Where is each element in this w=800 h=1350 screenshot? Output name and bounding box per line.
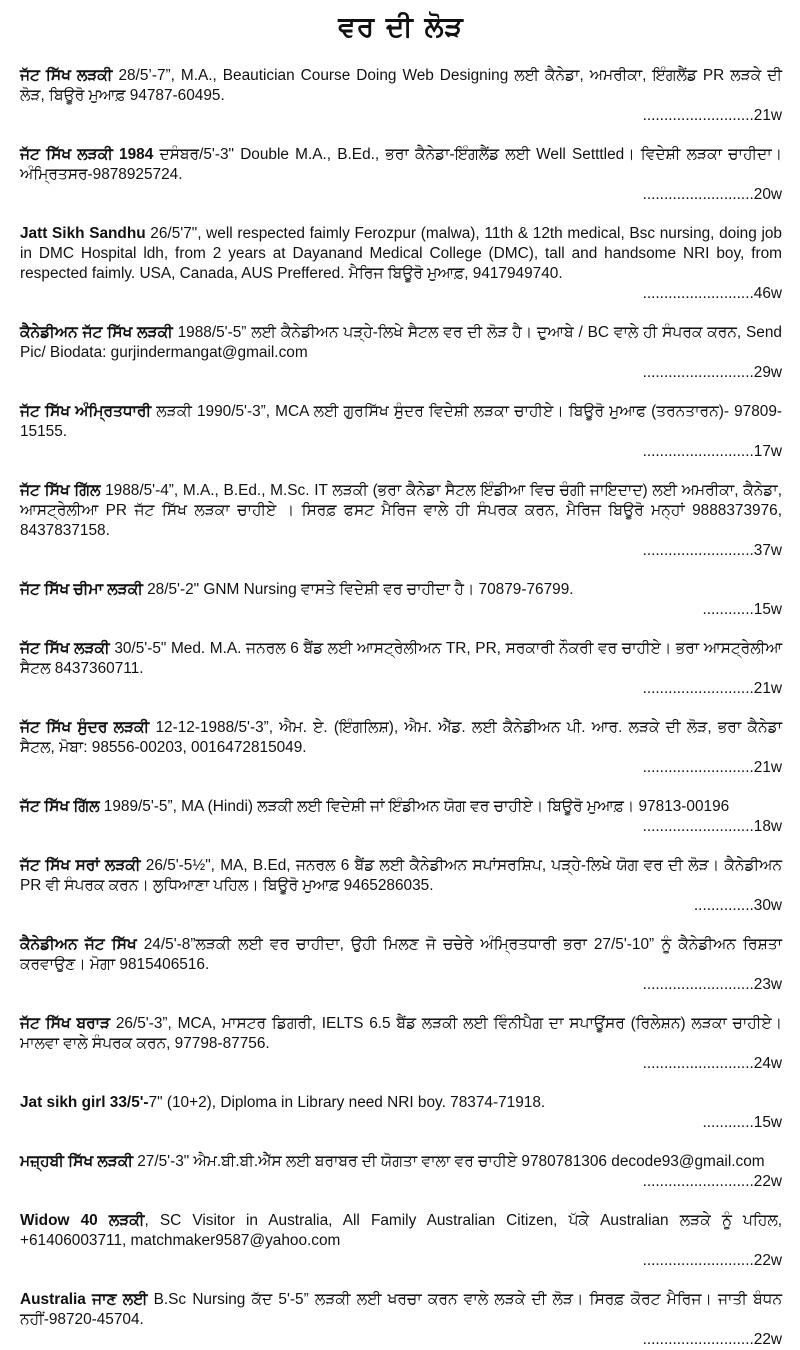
ad-text	[20, 1093, 782, 1113]
ad-text	[20, 224, 782, 284]
matrimonial-ad	[20, 580, 782, 620]
ad-body: , SC Visitor in Australia, All Family Australian Citizen, ਪੱਕੇ Australian ਲੜਕੇ ਨੂੰ ਪਹਿਲ, +61406003711, matchmaker9587@yahoo.com	[20, 1212, 782, 1249]
ad-code: ..........................24w	[642, 1055, 782, 1072]
ad-body: 1989/5'-5”, MA (Hindi) ਲੜਕੀ ਲਈ ਵਿਦੇਸ਼ੀ ਜਾਂ ਇੰਡੀਅਨ ਯੋਗ ਵਰ ਚਾਹੀਏ। ਬਿਊਰੋ ਮੁਆਫ਼। 97813-00196	[99, 798, 730, 815]
ad-code: ..........................37w	[642, 542, 782, 559]
ad-text	[20, 1290, 782, 1330]
ad-code: ..........................17w	[642, 443, 782, 460]
ad-body: 26/5'7", well respected faimly Ferozpur (malwa), 11th & 12th medical, Bsc nursing, doing job in DMC Hospital ldh, from 2 years at Dayanand Medical College (DMC), tall and handsome NRI boy, from respected faimly. USA, Canada, AUS Preffered. ਮੈਰਿਜ ਬਿਊਰੋ ਮੁਆਫ਼, 9417949740.	[20, 225, 782, 282]
ad-body: 28/5’-7”, M.A., Beautician Course Doing Web Designing ਲਈ ਕੈਨੇਡਾ, ਅਮਰੀਕਾ, ਇੰਗਲੈਂਡ PR ਲੜਕੇ ਦੀ ਲੋੜ, ਬਿਊਰੋ ਮੁਆਫ਼ 94787-60495.	[20, 67, 783, 104]
ad-text	[20, 856, 782, 896]
matrimonial-ad	[20, 1093, 782, 1133]
ad-body: 30/5'-5" Med. M.A. ਜਨਰਲ 6 ਬੈਂਡ ਲਈ ਆਸਟ੍ਰੇਲੀਅਨ TR, PR, ਸਰਕਾਰੀ ਨੌਕਰੀ ਵਰ ਚਾਹੀਏ। ਭਰਾ ਆਸਟ੍ਰੇਲੀਆ ਸੈਟਲ 8437360711.	[20, 640, 783, 677]
ad-code: ..........................22w	[642, 1173, 782, 1190]
ad-text	[20, 718, 782, 758]
matrimonial-ad	[20, 145, 782, 205]
ad-code: ..........................46w	[642, 285, 782, 302]
ad-code: ..........................29w	[642, 364, 782, 381]
matrimonial-ad	[20, 797, 782, 837]
matrimonial-ad	[20, 1211, 782, 1271]
ad-heading: ਜੱਟ ਸਿੱਖ ਸੁੰਦਰ ਲੜਕੀ	[20, 719, 150, 736]
ad-text	[20, 797, 782, 817]
ad-heading: Australia ਜਾਣ ਲਈ	[20, 1291, 148, 1308]
matrimonial-ad	[20, 1152, 782, 1192]
ad-text	[20, 1014, 782, 1054]
ad-text	[20, 580, 782, 600]
ad-body: ਦਸੰਬਰ/5'-3" Double M.A., B.Ed., ਭਰਾ ਕੈਨੇਡਾ-ਇੰਗਲੈਂਡ ਲਈ Well Setttled। ਵਿਦੇਸ਼ੀ ਲੜਕਾ ਚਾਹੀਦਾ। ਅੰਮ੍ਰਿਤਸਰ-9878925724.	[20, 146, 782, 183]
ad-code: ..........................18w	[642, 818, 782, 835]
ad-code: ..........................21w	[642, 759, 782, 776]
ad-heading: ਜੱਟ ਸਿੱਖ ਗਿੱਲ	[20, 482, 101, 499]
ad-body: ਲੜਕੀ 1990/5'-3”, MCA ਲਈ ਗੁਰਸਿੱਖ ਸੁੰਦਰ ਵਿਦੇਸ਼ੀ ਲੜਕਾ ਚਾਹੀਏ। ਬਿਊਰੋ ਮੁਆਫ (ਤਰਨਤਾਰਨ)- 97809-15155.	[20, 403, 783, 440]
ad-heading: Jat sikh girl 33/5'-	[20, 1094, 149, 1111]
ad-text	[20, 145, 782, 185]
matrimonial-ad	[20, 1290, 782, 1350]
ad-text	[20, 1211, 782, 1251]
page-title: ਵਰ ਦੀ ਲੋੜ	[338, 10, 464, 43]
matrimonial-ad	[20, 224, 782, 304]
ad-text	[20, 66, 782, 106]
ad-code: ..........................21w	[642, 680, 782, 697]
ad-heading: ਜੱਟ ਸਿੱਖ ਲੜਕੀ	[20, 67, 113, 84]
ad-text	[20, 639, 782, 679]
matrimonial-ad	[20, 718, 782, 778]
ad-body: 26/5'-5½", MA, B.Ed, ਜਨਰਲ 6 ਬੈਂਡ ਲਈ ਕੈਨੇਡੀਅਨ ਸਪਾਂਸਰਸ਼ਿਪ, ਪੜ੍ਹੇ-ਲਿਖੇ ਯੋਗ ਵਰ ਦੀ ਲੋੜ। ਕੈਨੇਡੀਅਨ PR ਵੀ ਸੰਪਰਕ ਕਰਨ। ਲੁਧਿਆਣਾ ਪਹਿਲ। ਬਿਊਰੋ ਮੁਆਫ਼ 9465286035.	[20, 857, 782, 894]
ad-heading: ਜੱਟ ਸਿੱਖ ਗਿੱਲ	[20, 798, 100, 815]
ad-heading: Widow 40 ਲੜਕੀ	[20, 1212, 145, 1229]
matrimonial-ad	[20, 66, 782, 126]
ad-body: 26/5'-3”, MCA, ਮਾਸਟਰ ਡਿਗਰੀ, IELTS 6.5 ਬੈਂਡ ਲੜਕੀ ਲਈ ਵਿੰਨੀਪੈਗ ਦਾ ਸਪਾਊਂਸਰ (ਰਿਲੇਸ਼ਨ) ਲੜਕਾ ਚਾਹੀਏ। ਮਾਲਵਾ ਵਾਲੇ ਸੰਪਰਕ ਕਰਨ, 97798-87756.	[20, 1015, 782, 1052]
ad-text	[20, 481, 782, 541]
ad-heading: Jatt Sikh Sandhu	[20, 225, 146, 242]
ad-heading: ਜੱਟ ਸਿੱਖ ਸਰਾਂ ਲੜਕੀ	[20, 857, 141, 874]
ad-body: 7" (10+2), Diploma in Library need NRI boy. 78374-71918.	[148, 1094, 546, 1111]
ad-heading: ਜੱਟ ਸਿੱਖ ਲੜਕੀ 1984	[20, 146, 154, 163]
matrimonial-ad	[20, 935, 782, 995]
ad-code: ..........................21w	[642, 107, 782, 124]
ad-text	[20, 402, 782, 442]
ad-body: 28/5'-2" GNM Nursing ਵਾਸਤੇ ਵਿਦੇਸ਼ੀ ਵਰ ਚਾਹੀਦਾ ਹੈ। 70879-76799.	[142, 581, 574, 598]
matrimonial-ad	[20, 323, 782, 383]
matrimonial-ad	[20, 1014, 782, 1074]
ad-code: ............15w	[702, 1114, 782, 1131]
matrimonial-ad	[20, 856, 782, 916]
ad-heading: ਮਜ਼੍ਹਬੀ ਸਿੱਖ ਲੜਕੀ	[20, 1153, 133, 1170]
ad-body: 1988/5'-4”, M.A., B.Ed., M.Sc. IT ਲੜਕੀ (ਭਰਾ ਕੈਨੇਡਾ ਸੈਟਲ ਇੰਡੀਆ ਵਿਚ ਚੰਗੀ ਜਾਇਦਾਦ) ਲਈ ਅਮਰੀਕਾ, ਕੈਨੇਡਾ, ਆਸਟ੍ਰੇਲੀਆ PR ਜੱਟ ਸਿੱਖ ਲੜਕਾ ਚਾਹੀਏ । ਸਿਰਫ਼ ਫਸਟ ਮੈਰਿਜ ਵਾਲੇ ਹੀ ਸੰਪਰਕ ਕਰਨ, ਮੈਰਿਜ ਬਿਊਰੋ ਮਨ੍ਹਾਂ 9888373976, 8437837158.	[20, 482, 782, 539]
ad-body: B.Sc Nursing ਕੱਦ 5'-5” ਲੜਕੀ ਲਈ ਖਰਚਾ ਕਰਨ ਵਾਲੇ ਲੜਕੇ ਦੀ ਲੋੜ। ਸਿਰਫ਼ ਕੋਰਟ ਮੈਰਿਜ। ਜਾਤੀ ਬੰਧਨ ਨਹੀਂ-98720-45704.	[20, 1291, 782, 1328]
ad-list	[20, 66, 782, 1350]
ad-heading: ਜੱਟ ਸਿੱਖ ਬਰਾੜ	[20, 1015, 111, 1032]
matrimonial-ad	[20, 481, 782, 561]
ad-text	[20, 935, 782, 975]
ad-body: 12-12-1988/5'-3”, ਐਮ. ਏ. (ਇੰਗਲਿਸ਼), ਐਮ. ਐੱਡ. ਲਈ ਕੈਨੇਡੀਅਨ ਪੀ. ਆਰ. ਲੜਕੇ ਦੀ ਲੋੜ, ਭਰਾ ਕੈਨੇਡਾ ਸੈਟਲ, ਮੋਬਾ: 98556-00203, 0016472815049.	[20, 719, 782, 756]
matrimonial-ad	[20, 639, 782, 699]
ad-heading: ਜੱਟ ਸਿੱਖ ਲੜਕੀ	[20, 640, 110, 657]
ad-code: ..............30w	[693, 897, 782, 914]
ad-body: 24/5'-8”ਲੜਕੀ ਲਈ ਵਰ ਚਾਹੀਦਾ, ਉਹੀ ਮਿਲਣ ਜੋ ਚਚੇਰੇ ਅੰਮ੍ਰਿਤਧਾਰੀ ਭਰਾ 27/5'-10” ਨੂੰ ਕੈਨੇਡੀਅਨ ਰਿਸ਼ਤਾ ਕਰਵਾਉਣ। ਮੋਗਾ 9815406516.	[20, 936, 782, 973]
ad-body: 1988/5'-5” ਲਈ ਕੈਨੇਡੀਅਨ ਪੜ੍ਹੇ-ਲਿਖੇ ਸੈਟਲ ਵਰ ਦੀ ਲੋੜ ਹੈ। ਦੁਆਬੇ / BC ਵਾਲੇ ਹੀ ਸੰਪਰਕ ਕਰਨ, Send Pic/ Biodata: gurjindermangat@gmail.com	[20, 324, 782, 361]
ad-text	[20, 1152, 782, 1172]
ad-code: ..........................23w	[642, 976, 782, 993]
ad-code: ..........................22w	[642, 1252, 782, 1269]
ad-heading: ਕੈਨੇਡੀਅਨ ਜੱਟ ਸਿੱਖ ਲੜਕੀ	[20, 324, 173, 341]
ad-code: ..........................22w	[642, 1331, 782, 1348]
matrimonial-ad	[20, 402, 782, 462]
ad-body: 27/5'-3" ਐਮ.ਬੀ.ਬੀ.ਐੱਸ ਲਈ ਬਰਾਬਰ ਦੀ ਯੋਗਤਾ ਵਾਲਾ ਵਰ ਚਾਹੀਏ 9780781306 decode93@gmail.com	[132, 1153, 765, 1170]
ad-heading: ਜੱਟ ਸਿੱਖ ਚੀਮਾ ਲੜਕੀ	[20, 581, 143, 598]
ad-heading: ਕੈਨੇਡੀਅਨ ਜੱਟ ਸਿੱਖ	[20, 936, 137, 953]
ad-code: ..........................20w	[642, 186, 782, 203]
ad-heading: ਜੱਟ ਸਿੱਖ ਅੰਮ੍ਰਿਤਧਾਰੀ	[20, 403, 152, 420]
ad-code: ............15w	[702, 601, 782, 618]
ad-text	[20, 323, 782, 363]
